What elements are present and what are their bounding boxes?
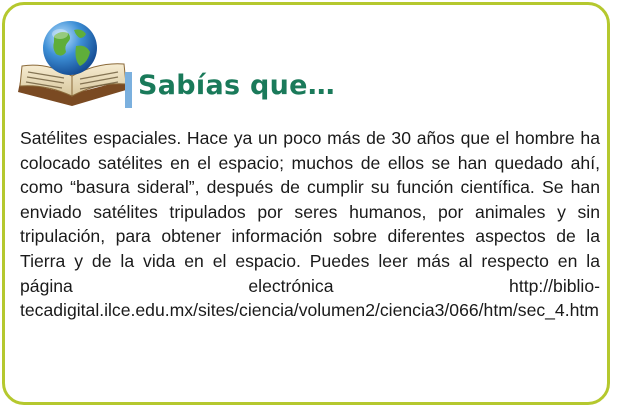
section-title: Sabías que… [138,70,336,101]
body-paragraph: Satélites espaciales. Hace ya un poco más de 30 años que el hombre ha colocado satélites en el espacio; muchos de ellos se han quedado ahí, como “basura sideral”, después de cumplir su función científica. Se han enviado satélites tripulados por seres humanos, por animales y sin tripulación, para obtener información sobre diferentes aspectos de la Tierra y de la vida en el espacio. Puedes leer más al respecto en la página electrónica http://biblio-tecadigital.ilce.edu.mx/sites/ciencia/volumen2/ciencia3/066/htm/sec_4.htm [20,128,600,321]
globe-book-icon [14,16,132,112]
header-accent-bar [125,72,132,108]
